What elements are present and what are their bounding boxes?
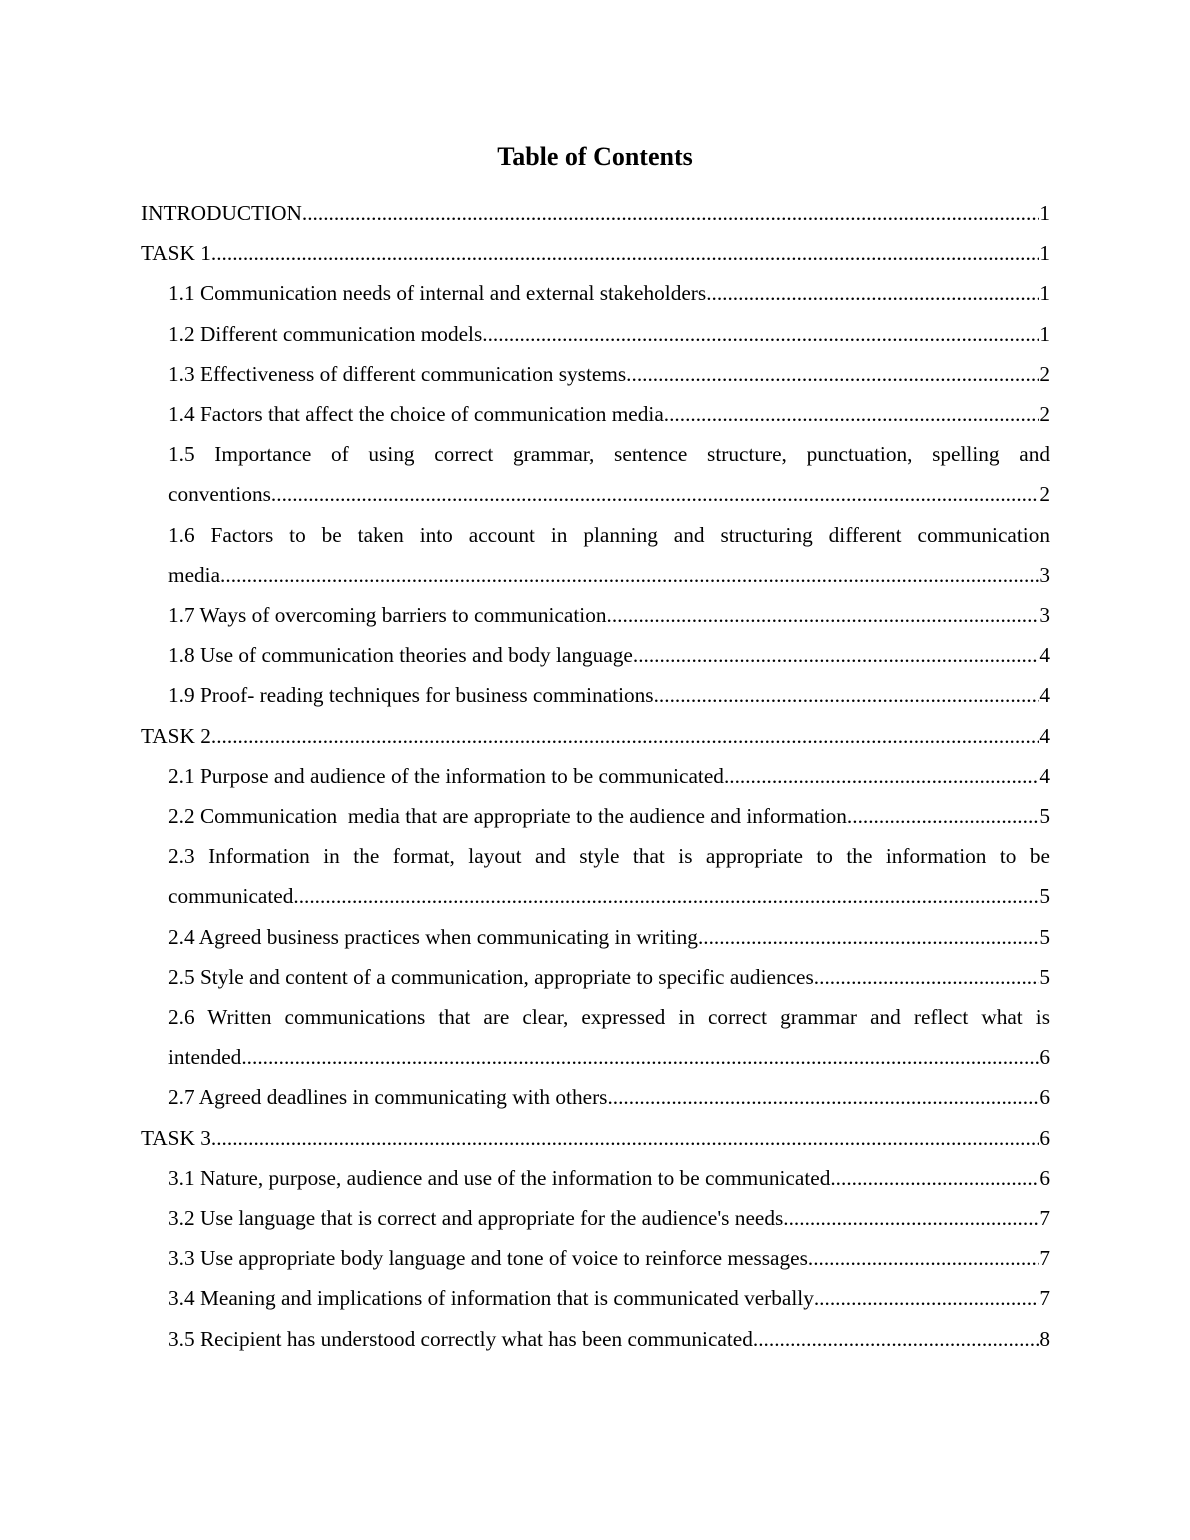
toc-page-number: 5 bbox=[1039, 884, 1050, 909]
toc-entry-1-3[interactable] bbox=[141, 354, 1050, 394]
toc-page-number: 5 bbox=[1039, 924, 1050, 949]
toc-entry-1-5[interactable] bbox=[141, 434, 1050, 514]
toc-entry-text-line2: communicated bbox=[168, 884, 294, 909]
dot-leader bbox=[847, 796, 1039, 836]
dot-leader bbox=[482, 314, 1039, 354]
toc-entry-text-line1: 1.5 Importance of using correct grammar, sentence structure, punctuation, spelling and bbox=[168, 442, 1050, 467]
toc-page-number: 6 bbox=[1039, 1165, 1050, 1190]
toc-entry-2-4[interactable] bbox=[141, 917, 1050, 957]
toc-page-number: 6 bbox=[1039, 1125, 1050, 1150]
dot-leader bbox=[724, 756, 1039, 796]
toc-entry-text: 1.4 Factors that affect the choice of communication media bbox=[168, 402, 664, 427]
dot-leader bbox=[220, 555, 1039, 595]
toc-list bbox=[141, 193, 1050, 1359]
toc-entry-2-6[interactable] bbox=[141, 997, 1050, 1077]
toc-entry-introduction[interactable] bbox=[141, 193, 1050, 233]
toc-page-number: 6 bbox=[1039, 1085, 1050, 1110]
toc-entry-3-5[interactable] bbox=[141, 1319, 1050, 1359]
toc-entry-2-3[interactable] bbox=[141, 836, 1050, 916]
toc-page-number: 1 bbox=[1039, 201, 1050, 225]
toc-entry-text: TASK 2 bbox=[141, 723, 211, 748]
dot-leader bbox=[654, 675, 1040, 715]
toc-page-number: 2 bbox=[1039, 482, 1050, 507]
toc-page-number: 1 bbox=[1039, 241, 1050, 266]
toc-entry-text-line1: 2.3 Information in the format, layout and style that is appropriate to the information to be bbox=[168, 844, 1050, 869]
dot-leader bbox=[706, 273, 1039, 313]
dot-leader bbox=[808, 1238, 1039, 1278]
toc-entry-text: 1.2 Different communication models bbox=[168, 321, 483, 346]
toc-page-number: 3 bbox=[1039, 562, 1050, 587]
toc-title: Table of Contents bbox=[497, 142, 693, 171]
dot-leader bbox=[814, 1278, 1039, 1318]
toc-entry-text: 3.5 Recipient has understood correctly what has been communicated bbox=[168, 1326, 753, 1351]
toc-entry-text-line2: conventions bbox=[168, 482, 271, 507]
dot-leader bbox=[607, 595, 1040, 635]
dot-leader bbox=[626, 354, 1039, 394]
toc-entry-3-4[interactable] bbox=[141, 1278, 1050, 1318]
dot-leader bbox=[211, 716, 1039, 756]
toc-page-number: 2 bbox=[1039, 361, 1050, 386]
dot-leader bbox=[830, 1158, 1039, 1198]
toc-entry-1-8[interactable] bbox=[141, 635, 1050, 675]
toc-page-number: 5 bbox=[1039, 804, 1050, 829]
toc-entry-text: 1.3 Effectiveness of different communication systems bbox=[168, 361, 627, 386]
toc-entry-1-4[interactable] bbox=[141, 394, 1050, 434]
toc-entry-text: 1.8 Use of communication theories and body language bbox=[168, 643, 633, 668]
toc-page-number: 6 bbox=[1039, 1045, 1050, 1070]
toc-entry-1-2[interactable] bbox=[141, 314, 1050, 354]
toc-entry-text: 1.1 Communication needs of internal and external stakeholders bbox=[168, 281, 707, 306]
toc-entry-text: 1.7 Ways of overcoming barriers to communication bbox=[168, 603, 607, 628]
toc-page-number: 8 bbox=[1039, 1326, 1050, 1351]
toc-entry-3-2[interactable] bbox=[141, 1198, 1050, 1238]
toc-entry-2-1[interactable] bbox=[141, 756, 1050, 796]
toc-entry-text: 3.2 Use language that is correct and appropriate for the audience's needs bbox=[168, 1206, 784, 1231]
toc-entry-text: 3.4 Meaning and implications of information that is communicated verbally bbox=[168, 1286, 814, 1311]
toc-entry-2-7[interactable] bbox=[141, 1077, 1050, 1117]
dot-leader bbox=[211, 233, 1039, 273]
toc-entry-1-1[interactable] bbox=[141, 273, 1050, 313]
dot-leader bbox=[753, 1319, 1039, 1359]
toc-entry-text: INTRODUCTION bbox=[141, 201, 302, 225]
toc-page-number: 4 bbox=[1039, 723, 1050, 748]
dot-leader bbox=[271, 474, 1039, 514]
dot-leader bbox=[302, 193, 1039, 233]
toc-entry-text: 3.3 Use appropriate body language and tone of voice to reinforce messages bbox=[168, 1246, 808, 1271]
dot-leader bbox=[814, 957, 1040, 997]
toc-entry-3-3[interactable] bbox=[141, 1238, 1050, 1278]
toc-page-number: 1 bbox=[1039, 321, 1050, 346]
toc-entry-task-3[interactable] bbox=[141, 1118, 1050, 1158]
toc-entry-text: 2.2 Communication media that are appropriate to the audience and information bbox=[168, 804, 847, 829]
toc-entry-text-line1: 1.6 Factors to be taken into account in planning and structuring different communication bbox=[168, 522, 1050, 547]
toc-entry-1-7[interactable] bbox=[141, 595, 1050, 635]
toc-entry-text: 2.5 Style and content of a communication, appropriate to specific audiences bbox=[168, 964, 814, 989]
toc-page-number: 1 bbox=[1039, 281, 1050, 306]
toc-page-number: 2 bbox=[1039, 402, 1050, 427]
dot-leader bbox=[211, 1118, 1039, 1158]
toc-page-number: 7 bbox=[1039, 1206, 1050, 1231]
toc-entry-task-2[interactable] bbox=[141, 716, 1050, 756]
toc-entry-task-1[interactable] bbox=[141, 233, 1050, 273]
dot-leader bbox=[664, 394, 1040, 434]
toc-entry-text: 2.7 Agreed deadlines in communicating with others bbox=[168, 1085, 608, 1110]
toc-entry-2-2[interactable] bbox=[141, 796, 1050, 836]
toc-entry-2-5[interactable] bbox=[141, 957, 1050, 997]
dot-leader bbox=[633, 635, 1039, 675]
toc-page-number: 7 bbox=[1039, 1286, 1050, 1311]
toc-page-number: 3 bbox=[1039, 603, 1050, 628]
toc-entry-text: 1.9 Proof- reading techniques for business comminations bbox=[168, 683, 654, 708]
toc-entry-text-line2: media bbox=[168, 562, 221, 587]
toc-entry-1-6[interactable] bbox=[141, 515, 1050, 595]
toc-entry-text: 2.4 Agreed business practices when communicating in writing bbox=[168, 924, 698, 949]
toc-entry-text: 2.1 Purpose and audience of the information to be communicated bbox=[168, 763, 724, 788]
dot-leader bbox=[241, 1037, 1039, 1077]
toc-page-number: 7 bbox=[1039, 1246, 1050, 1271]
dot-leader bbox=[698, 917, 1039, 957]
toc-page-number: 5 bbox=[1039, 964, 1050, 989]
toc-entry-3-1[interactable] bbox=[141, 1158, 1050, 1198]
dot-leader bbox=[293, 876, 1039, 916]
toc-page-number: 4 bbox=[1039, 763, 1050, 788]
dot-leader bbox=[607, 1077, 1039, 1117]
toc-page-number: 4 bbox=[1039, 683, 1050, 708]
toc-entry-text-line2: intended bbox=[168, 1045, 242, 1070]
toc-page-number: 4 bbox=[1039, 643, 1050, 668]
toc-entry-text: 3.1 Nature, purpose, audience and use of the information to be communicated bbox=[168, 1165, 831, 1190]
dot-leader bbox=[783, 1198, 1039, 1238]
toc-entry-text: TASK 1 bbox=[141, 241, 211, 266]
toc-entry-text-line1: 2.6 Written communications that are clear, expressed in correct grammar and reflect what is bbox=[168, 1005, 1050, 1030]
toc-entry-text: TASK 3 bbox=[141, 1125, 211, 1150]
toc-entry-1-9[interactable] bbox=[141, 675, 1050, 715]
